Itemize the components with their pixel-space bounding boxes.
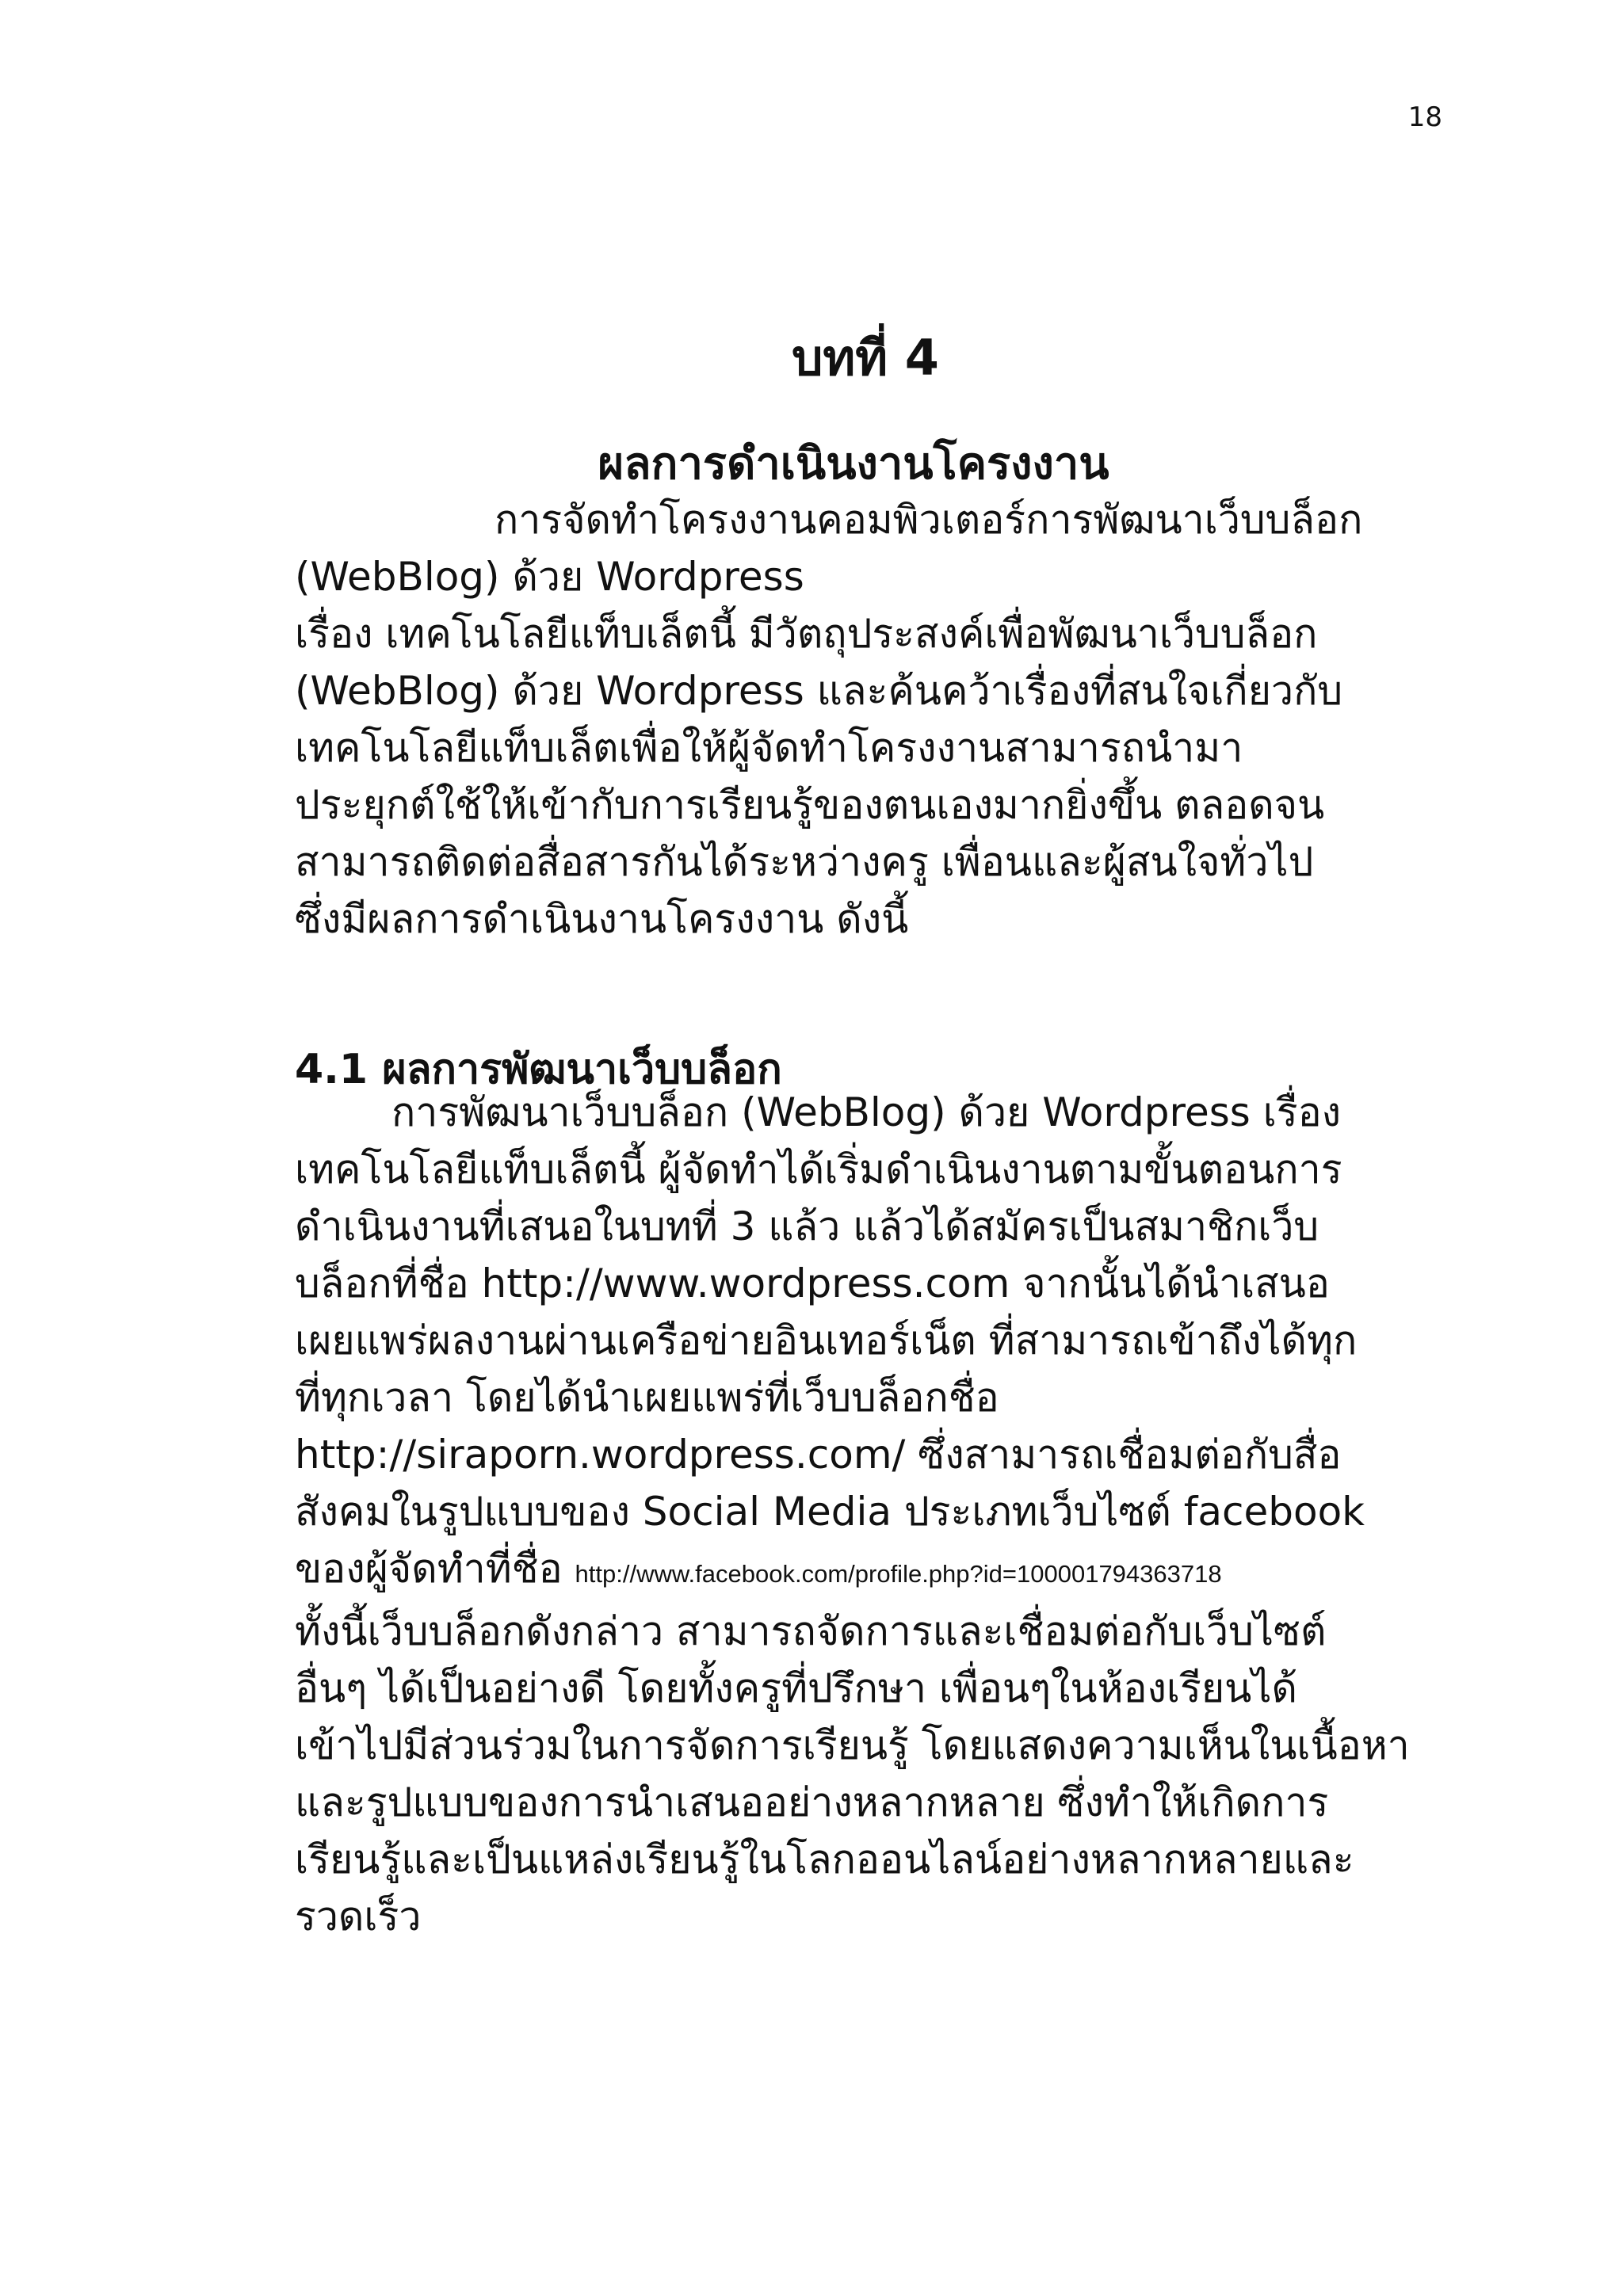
chapter-title: บทที่ 4 bbox=[792, 328, 939, 387]
section-line: ที่ทุกเวลา โดยได้นำเผยแพร่ที่เว็บบล็อกชื่อ bbox=[295, 1375, 999, 1421]
chapter-subtitle: ผลการดำเนินงานโครงงาน bbox=[598, 438, 1109, 490]
section-paragraph bbox=[295, 1084, 1436, 1945]
intro-line: ซึ่งมีผลการดำเนินงานโครงงาน ดังนี้ bbox=[295, 896, 909, 942]
section-line: เทคโนโลยีแท็บเล็ตนี้ ผู้จัดทำได้เริ่มดำเนินงานตามขั้นตอนการ bbox=[295, 1146, 1342, 1192]
section-line: การพัฒนาเว็บบล็อก (WebBlog) ด้วย Wordpress เรื่อง bbox=[391, 1089, 1342, 1135]
section-line: http://siraporn.wordpress.com/ ซึ่งสามารถเชื่อมต่อกับสื่อ bbox=[295, 1432, 1342, 1478]
facebook-line bbox=[295, 1540, 1436, 1603]
intro-paragraph bbox=[295, 491, 1436, 948]
section-line: เรียนรู้และเป็นแหล่งเรียนรู้ในโลกออนไลน์อย่างหลากหลายและ bbox=[295, 1836, 1354, 1882]
section-line: เข้าไปมีส่วนร่วมในการจัดการเรียนรู้ โดยแสดงความเห็นในเนื้อหา bbox=[295, 1722, 1410, 1768]
section-line: อื่นๆ ได้เป็นอย่างดี โดยทั้งครูที่ปรึกษา เพื่อนๆในห้องเรียนได้ bbox=[295, 1665, 1297, 1711]
section-line: สังคมในรูปแบบของ Social Media ประเภทเว็บไซต์ facebook bbox=[295, 1489, 1365, 1535]
intro-line: ประยุกต์ใช้ให้เข้ากับการเรียนรู้ของตนเองมากยิ่งขึ้น ตลอดจน bbox=[295, 782, 1325, 828]
section-line: บล็อกที่ชื่อ http://www.wordpress.com จากนั้นได้นำเสนอ bbox=[295, 1261, 1330, 1306]
page-number: 18 bbox=[1407, 101, 1442, 133]
section-line: ทั้งนี้เว็บบล็อกดังกล่าว สามารถจัดการและเชื่อมต่อกับเว็บไซต์ bbox=[295, 1608, 1327, 1654]
intro-line: สามารถติดต่อสื่อสารกันได้ระหว่างครู เพื่อนและผู้สนใจทั่วไป bbox=[295, 839, 1314, 885]
intro-line: เรื่อง เทคโนโลยีแท็บเล็ตนี้ มีวัตถุประสงค์เพื่อพัฒนาเว็บบล็อก bbox=[295, 611, 1318, 657]
section-line: เผยแพร่ผลงานผ่านเครือข่ายอินเทอร์เน็ต ที่สามารถเข้าถึงได้ทุก bbox=[295, 1318, 1358, 1363]
section-line: รวดเร็ว bbox=[295, 1894, 422, 1939]
intro-line: (WebBlog) ด้วย Wordpress และค้นคว้าเรื่องที่สนใจเกี่ยวกับ bbox=[295, 668, 1343, 714]
intro-line: การจัดทำโครงงานคอมพิวเตอร์การพัฒนาเว็บบล็อก bbox=[495, 497, 1363, 543]
intro-line: เทคโนโลยีแท็บเล็ตเพื่อให้ผู้จัดทำโครงงานสามารถนำมา bbox=[295, 725, 1243, 771]
facebook-line-prefix: ของผู้จัดทำที่ชื่อ bbox=[295, 1546, 575, 1592]
section-heading: 4.1 ผลการพัฒนาเว็บบล็อก bbox=[295, 1046, 782, 1093]
intro-line: (WebBlog) ด้วย Wordpress bbox=[295, 554, 804, 600]
facebook-profile-link[interactable]: http://www.facebook.com/profile.php?id=100001794363718 bbox=[575, 1560, 1222, 1588]
section-line: ดำเนินงานที่เสนอในบทที่ 3 แล้ว แล้วได้สมัครเป็นสมาชิกเว็บ bbox=[295, 1203, 1319, 1249]
section-line: และรูปแบบของการนำเสนออย่างหลากหลาย ซึ่งทำให้เกิดการ bbox=[295, 1779, 1329, 1825]
